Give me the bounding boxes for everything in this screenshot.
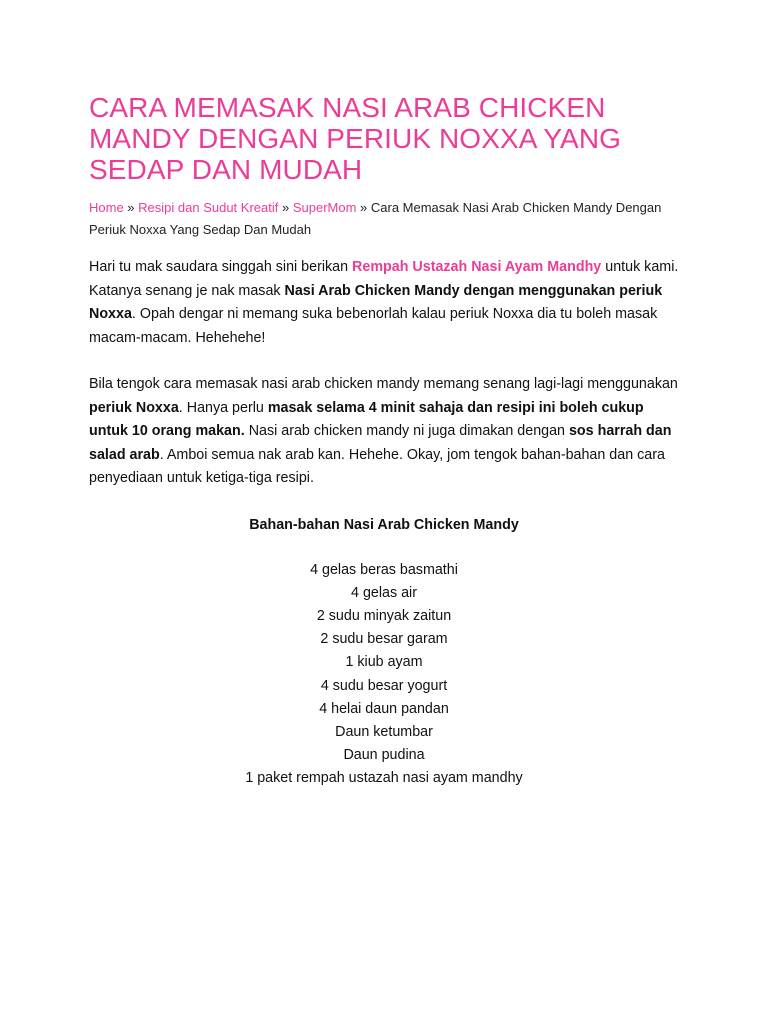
breadcrumb-subcategory-link[interactable]: SuperMom <box>292 200 357 215</box>
paragraph-bold-text: periuk Noxxa <box>89 399 179 416</box>
rempah-product-link[interactable]: Rempah Ustazah Nasi Ayam Mandhy <box>352 259 602 275</box>
intro-paragraph <box>89 256 685 350</box>
breadcrumb-separator: » <box>278 200 293 215</box>
paragraph-text: untuk kami. Katanya senang je nak masak <box>89 259 679 299</box>
ingredients-list <box>89 559 679 791</box>
ingredient-item: 4 gelas air <box>351 584 417 601</box>
ingredient-item: 2 sudu besar garam <box>320 631 448 648</box>
article <box>89 92 689 791</box>
breadcrumb-current: Cara Memasak Nasi Arab Chicken Mandy Dengan Periuk Noxxa Yang Sedap Dan Mudah <box>89 200 662 237</box>
paragraph-text: Bila tengok cara memasak nasi arab chicken mandy memang senang lagi-lagi menggunakan <box>89 376 678 392</box>
breadcrumb-category-link[interactable]: Resipi dan Sudut Kreatif <box>138 200 279 215</box>
paragraph-text: . Hanya perlu <box>178 399 268 416</box>
paragraph-text: . Opah dengar ni memang suka bebenorlah kalau periuk Noxxa dia tu boleh masak macam-macam. Hehehehe! <box>89 306 658 346</box>
paragraph-text: . Amboi semua nak arab kan. Hehehe. Okay, jom tengok bahan-bahan dan cara penyediaan untuk ketiga-tiga resipi. <box>89 446 665 486</box>
breadcrumb-separator: » <box>356 200 371 215</box>
paragraph-text: Hari tu mak saudara singgah sini berikan <box>89 259 353 275</box>
page-title: CARA MEMASAK NASI ARAB CHICKEN MANDY DENGAN PERIUK NOXXA YANG SEDAP DAN MUDAH <box>89 92 622 185</box>
paragraph-bold-text: Nasi Arab Chicken Mandy dengan menggunakan periuk Noxxa <box>89 282 663 322</box>
ingredient-item: 4 gelas beras basmathi <box>310 561 458 578</box>
paragraph-text: Nasi arab chicken mandy ni juga dimakan dengan <box>244 423 569 439</box>
ingredient-item: 1 kiub ayam <box>345 654 423 671</box>
paragraph-bold-text: sos harrah dan salad arab <box>89 423 672 463</box>
breadcrumb <box>89 197 684 241</box>
ingredient-item: 4 helai daun pandan <box>319 700 449 717</box>
ingredients-heading: Bahan-bahan Nasi Arab Chicken Mandy <box>249 516 519 533</box>
ingredient-item: 1 paket rempah ustazah nasi ayam mandhy <box>245 770 523 787</box>
method-paragraph <box>89 373 685 491</box>
breadcrumb-separator: » <box>123 200 139 215</box>
ingredient-item: 4 sudu besar yogurt <box>320 677 448 694</box>
ingredient-item: 2 sudu minyak zaitun <box>316 607 452 624</box>
ingredient-item: Daun pudina <box>343 747 425 764</box>
breadcrumb-home-link[interactable]: Home <box>89 200 124 215</box>
ingredient-item: Daun ketumbar <box>335 723 433 740</box>
paragraph-bold-text: masak selama 4 minit sahaja dan resipi ini boleh cukup untuk 10 orang makan. <box>89 399 644 439</box>
